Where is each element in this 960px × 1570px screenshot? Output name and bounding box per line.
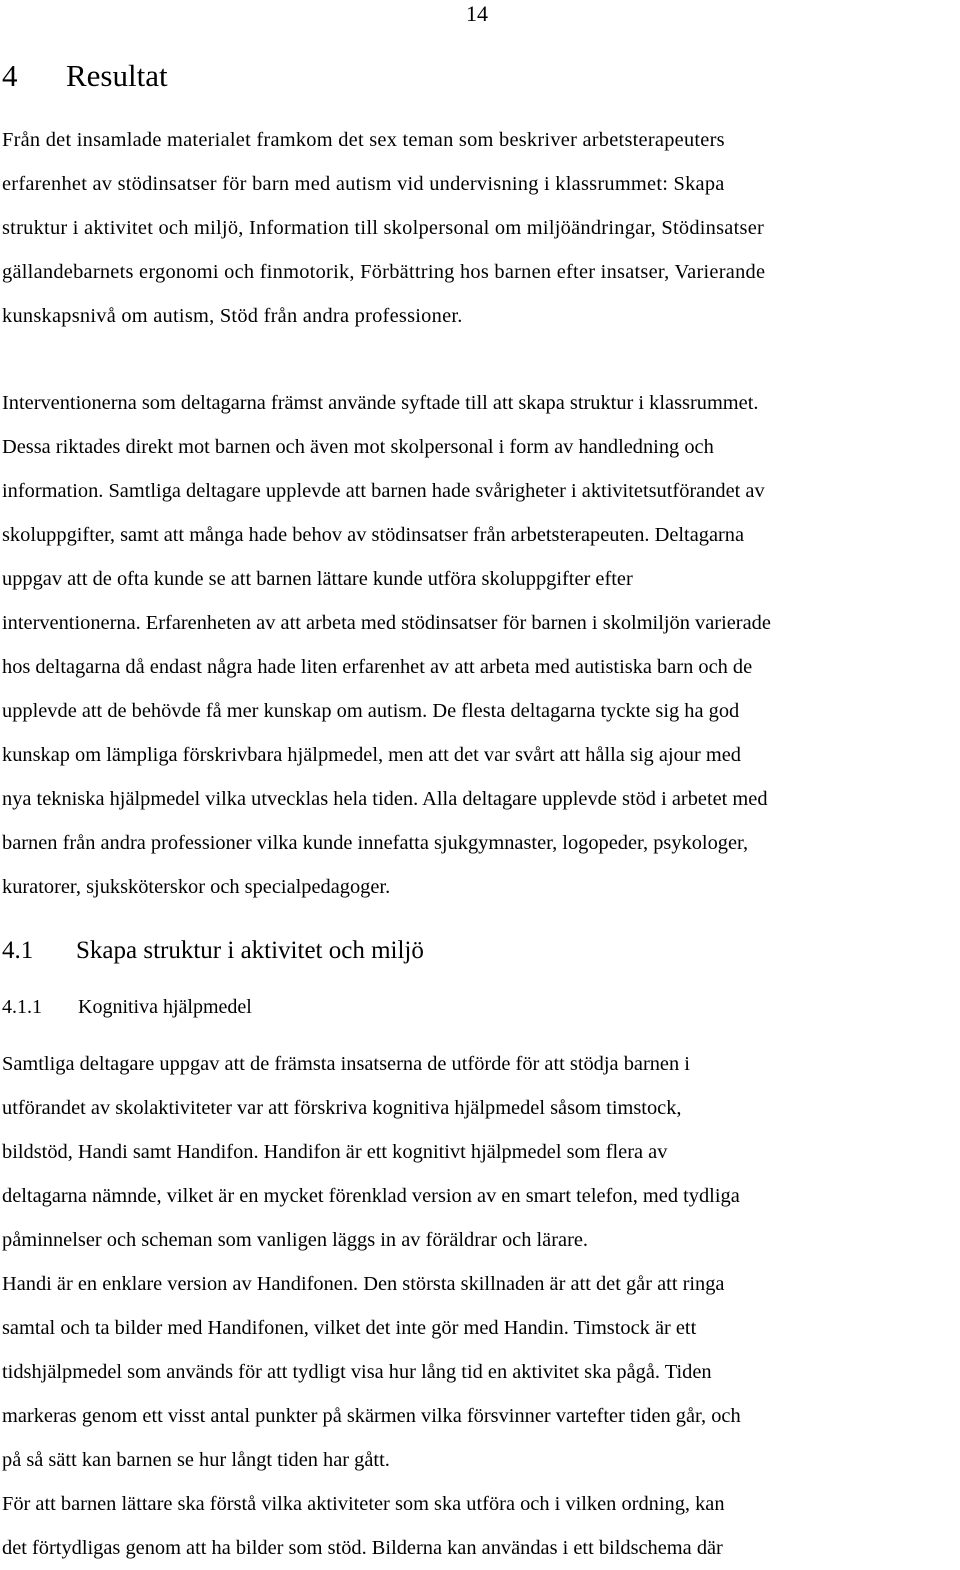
paragraph-cognitive-aids bbox=[2, 1042, 960, 1262]
text-line: interventionerna. Erfarenheten av att arbeta med stödinsatser för barnen i skolmiljön varierade bbox=[2, 612, 771, 634]
paragraph-interventions bbox=[2, 381, 960, 909]
page-number: 14 bbox=[466, 1, 488, 26]
text-line: kunskapsnivå om autism, Stöd från andra professioner. bbox=[2, 305, 463, 327]
text-line: utförandet av skolaktiviteter var att förskriva kognitiva hjälpmedel såsom timstock, bbox=[2, 1097, 682, 1119]
subsubsection-number: 4.1.1 bbox=[2, 996, 42, 1018]
text-line: Interventionerna som deltagarna främst använde syftade till att skapa struktur i klassrummet. bbox=[2, 392, 759, 414]
subsubsection-heading bbox=[2, 992, 252, 1022]
text-line: gällandebarnets ergonomi och finmotorik, Förbättring hos barnen efter insatser, Varierande bbox=[2, 261, 766, 283]
text-line: deltagarna nämnde, vilket är en mycket förenklad version av en smart telefon, med tydliga bbox=[2, 1185, 740, 1207]
text-line: För att barnen lättare ska förstå vilka aktiviteter som ska utföra och i vilken ordning, kan bbox=[2, 1493, 725, 1515]
text-line: barnen från andra professioner vilka kunde innefatta sjukgymnaster, logopeder, psykologer, bbox=[2, 832, 749, 854]
text-line: på så sätt kan barnen se hur långt tiden har gått. bbox=[2, 1449, 390, 1471]
text-line: tidshjälpmedel som används för att tydligt visa hur lång tid en aktivitet ska pågå. Tiden bbox=[2, 1361, 712, 1383]
text-line: samtal och ta bilder med Handifonen, vilket det inte gör med Handin. Timstock är ett bbox=[2, 1317, 697, 1339]
text-line: Handi är en enklare version av Handifonen. Den största skillnaden är att det går att ringa bbox=[2, 1273, 725, 1295]
section-title: Resultat bbox=[66, 58, 168, 93]
text-line: skoluppgifter, samt att många hade behov av stödinsatser från arbetsterapeuten. Deltagarna bbox=[2, 524, 745, 546]
text-line: hos deltagarna då endast några hade liten erfarenhet av att arbeta med autistiska barn och de bbox=[2, 656, 753, 678]
text-line: information. Samtliga deltagare upplevde att barnen hade svårigheter i aktivitetsutförandet av bbox=[2, 480, 765, 502]
text-line: kuratorer, sjuksköterskor och specialpedagoger. bbox=[2, 876, 391, 898]
text-line: det förtydligas genom att ha bilder som stöd. Bilderna kan användas i ett bildschema där bbox=[2, 1537, 723, 1559]
subsubsection-title: Kognitiva hjälpmedel bbox=[78, 996, 252, 1018]
text-line: Dessa riktades direkt mot barnen och även mot skolpersonal i form av handledning och bbox=[2, 436, 714, 458]
paragraph-handi bbox=[2, 1262, 960, 1482]
section-heading bbox=[2, 56, 168, 96]
paragraph-themes bbox=[2, 118, 960, 338]
text-line: kunskap om lämpliga förskrivbara hjälpmedel, men att det var svårt att hålla sig ajour med bbox=[2, 744, 741, 766]
text-line: uppgav att de ofta kunde se att barnen lättare kunde utföra skoluppgifter efter bbox=[2, 568, 633, 590]
text-line: nya tekniska hjälpmedel vilka utvecklas hela tiden. Alla deltagare upplevde stöd i arbetet med bbox=[2, 788, 768, 810]
text-line: påminnelser och scheman som vanligen läggs in av föräldrar och lärare. bbox=[2, 1229, 589, 1251]
text-line: Samtliga deltagare uppgav att de främsta insatserna de utförde för att stödja barnen i bbox=[2, 1053, 690, 1075]
text-line: markeras genom ett visst antal punkter på skärmen vilka försvinner vartefter tiden går, och bbox=[2, 1405, 741, 1427]
text-line: bildstöd, Handi samt Handifon. Handifon är ett kognitivt hjälpmedel som flera av bbox=[2, 1141, 668, 1163]
subsection-number: 4.1 bbox=[2, 937, 34, 964]
section-number: 4 bbox=[2, 58, 18, 93]
text-line: erfarenhet av stödinsatser för barn med autism vid undervisning i klassrummet: Skapa bbox=[2, 173, 725, 195]
text-line: upplevde att de behövde få mer kunskap om autism. De flesta deltagarna tyckte sig ha god bbox=[2, 700, 740, 722]
subsection-title: Skapa struktur i aktivitet och miljö bbox=[76, 937, 424, 964]
text-line: struktur i aktivitet och miljö, Information till skolpersonal om miljöändringar, Stödinsatser bbox=[2, 217, 765, 239]
subsection-heading bbox=[2, 934, 424, 968]
paragraph-picture-support bbox=[2, 1482, 960, 1570]
text-line: Från det insamlade materialet framkom det sex teman som beskriver arbetsterapeuters bbox=[2, 129, 725, 151]
